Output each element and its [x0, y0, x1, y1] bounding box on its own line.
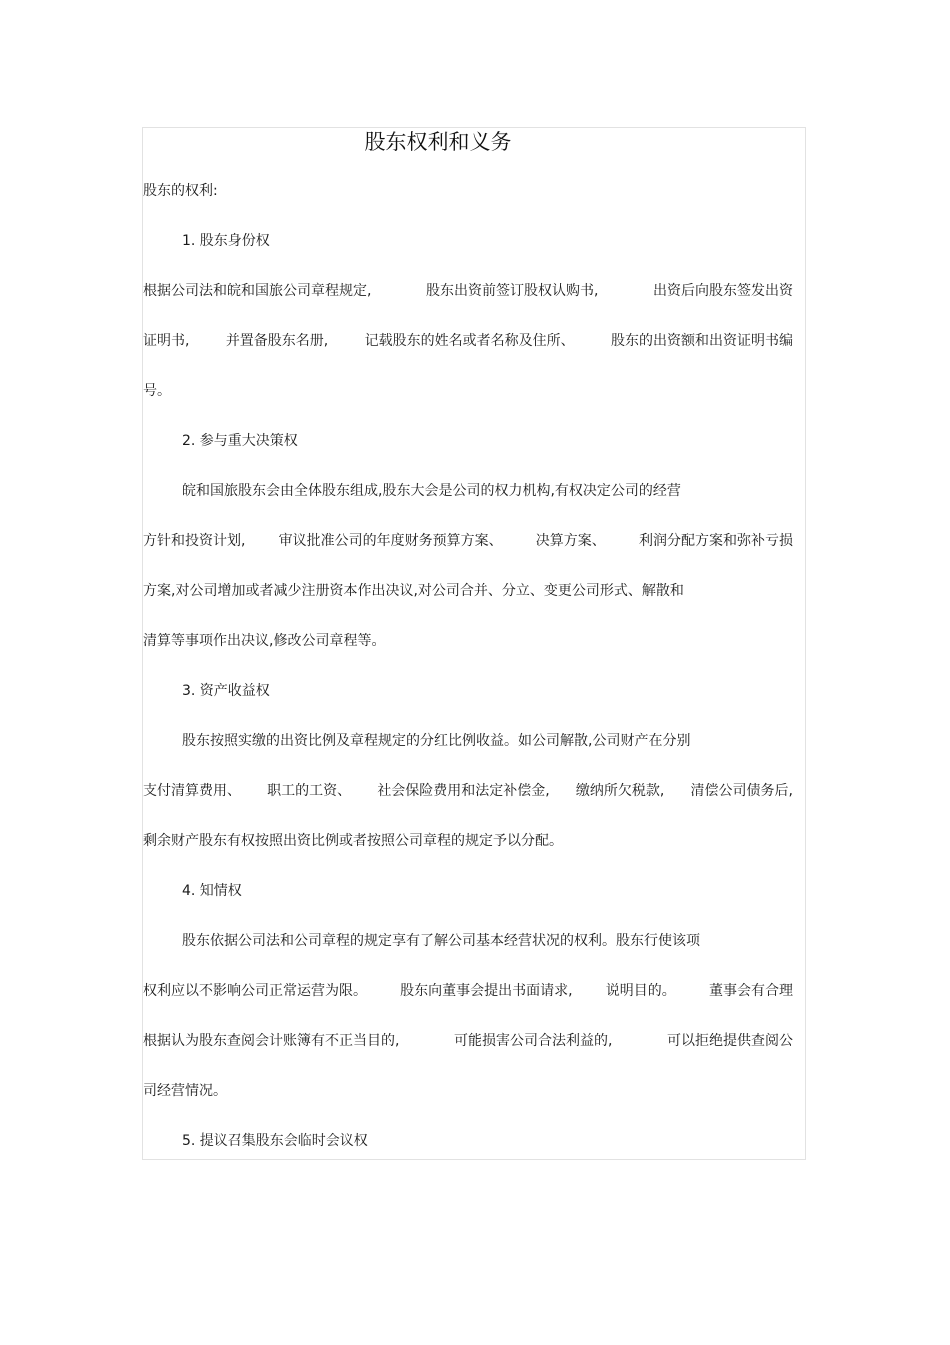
text-segment: 审议批准公司的年度财务预算方案、 — [278, 533, 503, 549]
text-segment: 社会保险费用和法定补偿金, — [377, 783, 550, 799]
text-segment: 说明目的。 — [605, 983, 676, 999]
text-segment: 职工的工资、 — [267, 783, 352, 799]
text-segment: 记载股东的姓名或者名称及住所、 — [364, 333, 575, 349]
text-segment: 权利应以不影响公司正常运营为限。 — [143, 983, 367, 999]
paragraph-line: 方案,对公司增加或者减少注册资本作出决议,对公司合并、分立、变更公司形式、解散和 — [143, 583, 684, 599]
section-heading: 5. 提议召集股东会临时会议权 — [182, 1133, 368, 1149]
text-segment: 方针和投资计划, — [143, 533, 246, 549]
text-segment: 清偿公司债务后, — [690, 783, 793, 799]
page-title: 股东权利和义务 — [364, 130, 512, 154]
intro-text: 股东的权利: — [143, 183, 218, 199]
section-heading: 1. 股东身份权 — [182, 233, 270, 249]
text-segment: 根据公司法和皖和国旅公司章程规定, — [143, 283, 372, 299]
paragraph-line — [143, 1031, 793, 1051]
text-segment: 股东出资前签订股权认购书, — [426, 283, 599, 299]
paragraph-line: 号。 — [143, 383, 171, 399]
paragraph-line: 股东按照实缴的出资比例及章程规定的分红比例收益。如公司解散,公司财产在分别 — [182, 733, 691, 749]
text-segment: 可能损害公司合法利益的, — [454, 1033, 613, 1049]
paragraph-line: 皖和国旅股东会由全体股东组成,股东大会是公司的权力机构,有权决定公司的经营 — [182, 483, 681, 499]
paragraph-line: 司经营情况。 — [143, 1083, 227, 1099]
text-segment: 董事会有合理 — [708, 983, 793, 999]
paragraph-line: 剩余财产股东有权按照出资比例或者按照公司章程的规定予以分配。 — [143, 833, 563, 849]
text-segment: 根据认为股东查阅会计账簿有不正当目的, — [143, 1033, 400, 1049]
section-heading: 4. 知情权 — [182, 883, 242, 899]
text-segment: 证明书, — [143, 333, 190, 349]
text-segment: 股东向董事会提出书面请求, — [400, 983, 573, 999]
text-segment: 可以拒绝提供查阅公 — [667, 1033, 793, 1049]
text-segment: 出资后向股东签发出资 — [653, 283, 793, 299]
paragraph-line: 股东依据公司法和公司章程的规定享有了解公司基本经营状况的权利。股东行使该项 — [182, 933, 700, 949]
text-segment: 支付清算费用、 — [143, 783, 241, 799]
text-segment: 缴纳所欠税款, — [575, 783, 665, 799]
text-segment: 决算方案、 — [535, 533, 606, 549]
text-segment: 并置备股东名册, — [225, 333, 329, 349]
text-segment: 股东的出资额和出资证明书编 — [610, 333, 793, 349]
paragraph-line: 清算等事项作出决议,修改公司章程等。 — [143, 633, 386, 649]
section-heading: 3. 资产收益权 — [182, 683, 270, 699]
paragraph-line — [143, 981, 793, 1001]
text-segment: 利润分配方案和弥补亏损 — [638, 533, 793, 549]
paragraph-line — [143, 281, 793, 301]
paragraph-line — [143, 331, 793, 351]
section-heading: 2. 参与重大决策权 — [182, 433, 298, 449]
paragraph-line — [143, 781, 793, 801]
paragraph-line — [143, 531, 793, 551]
